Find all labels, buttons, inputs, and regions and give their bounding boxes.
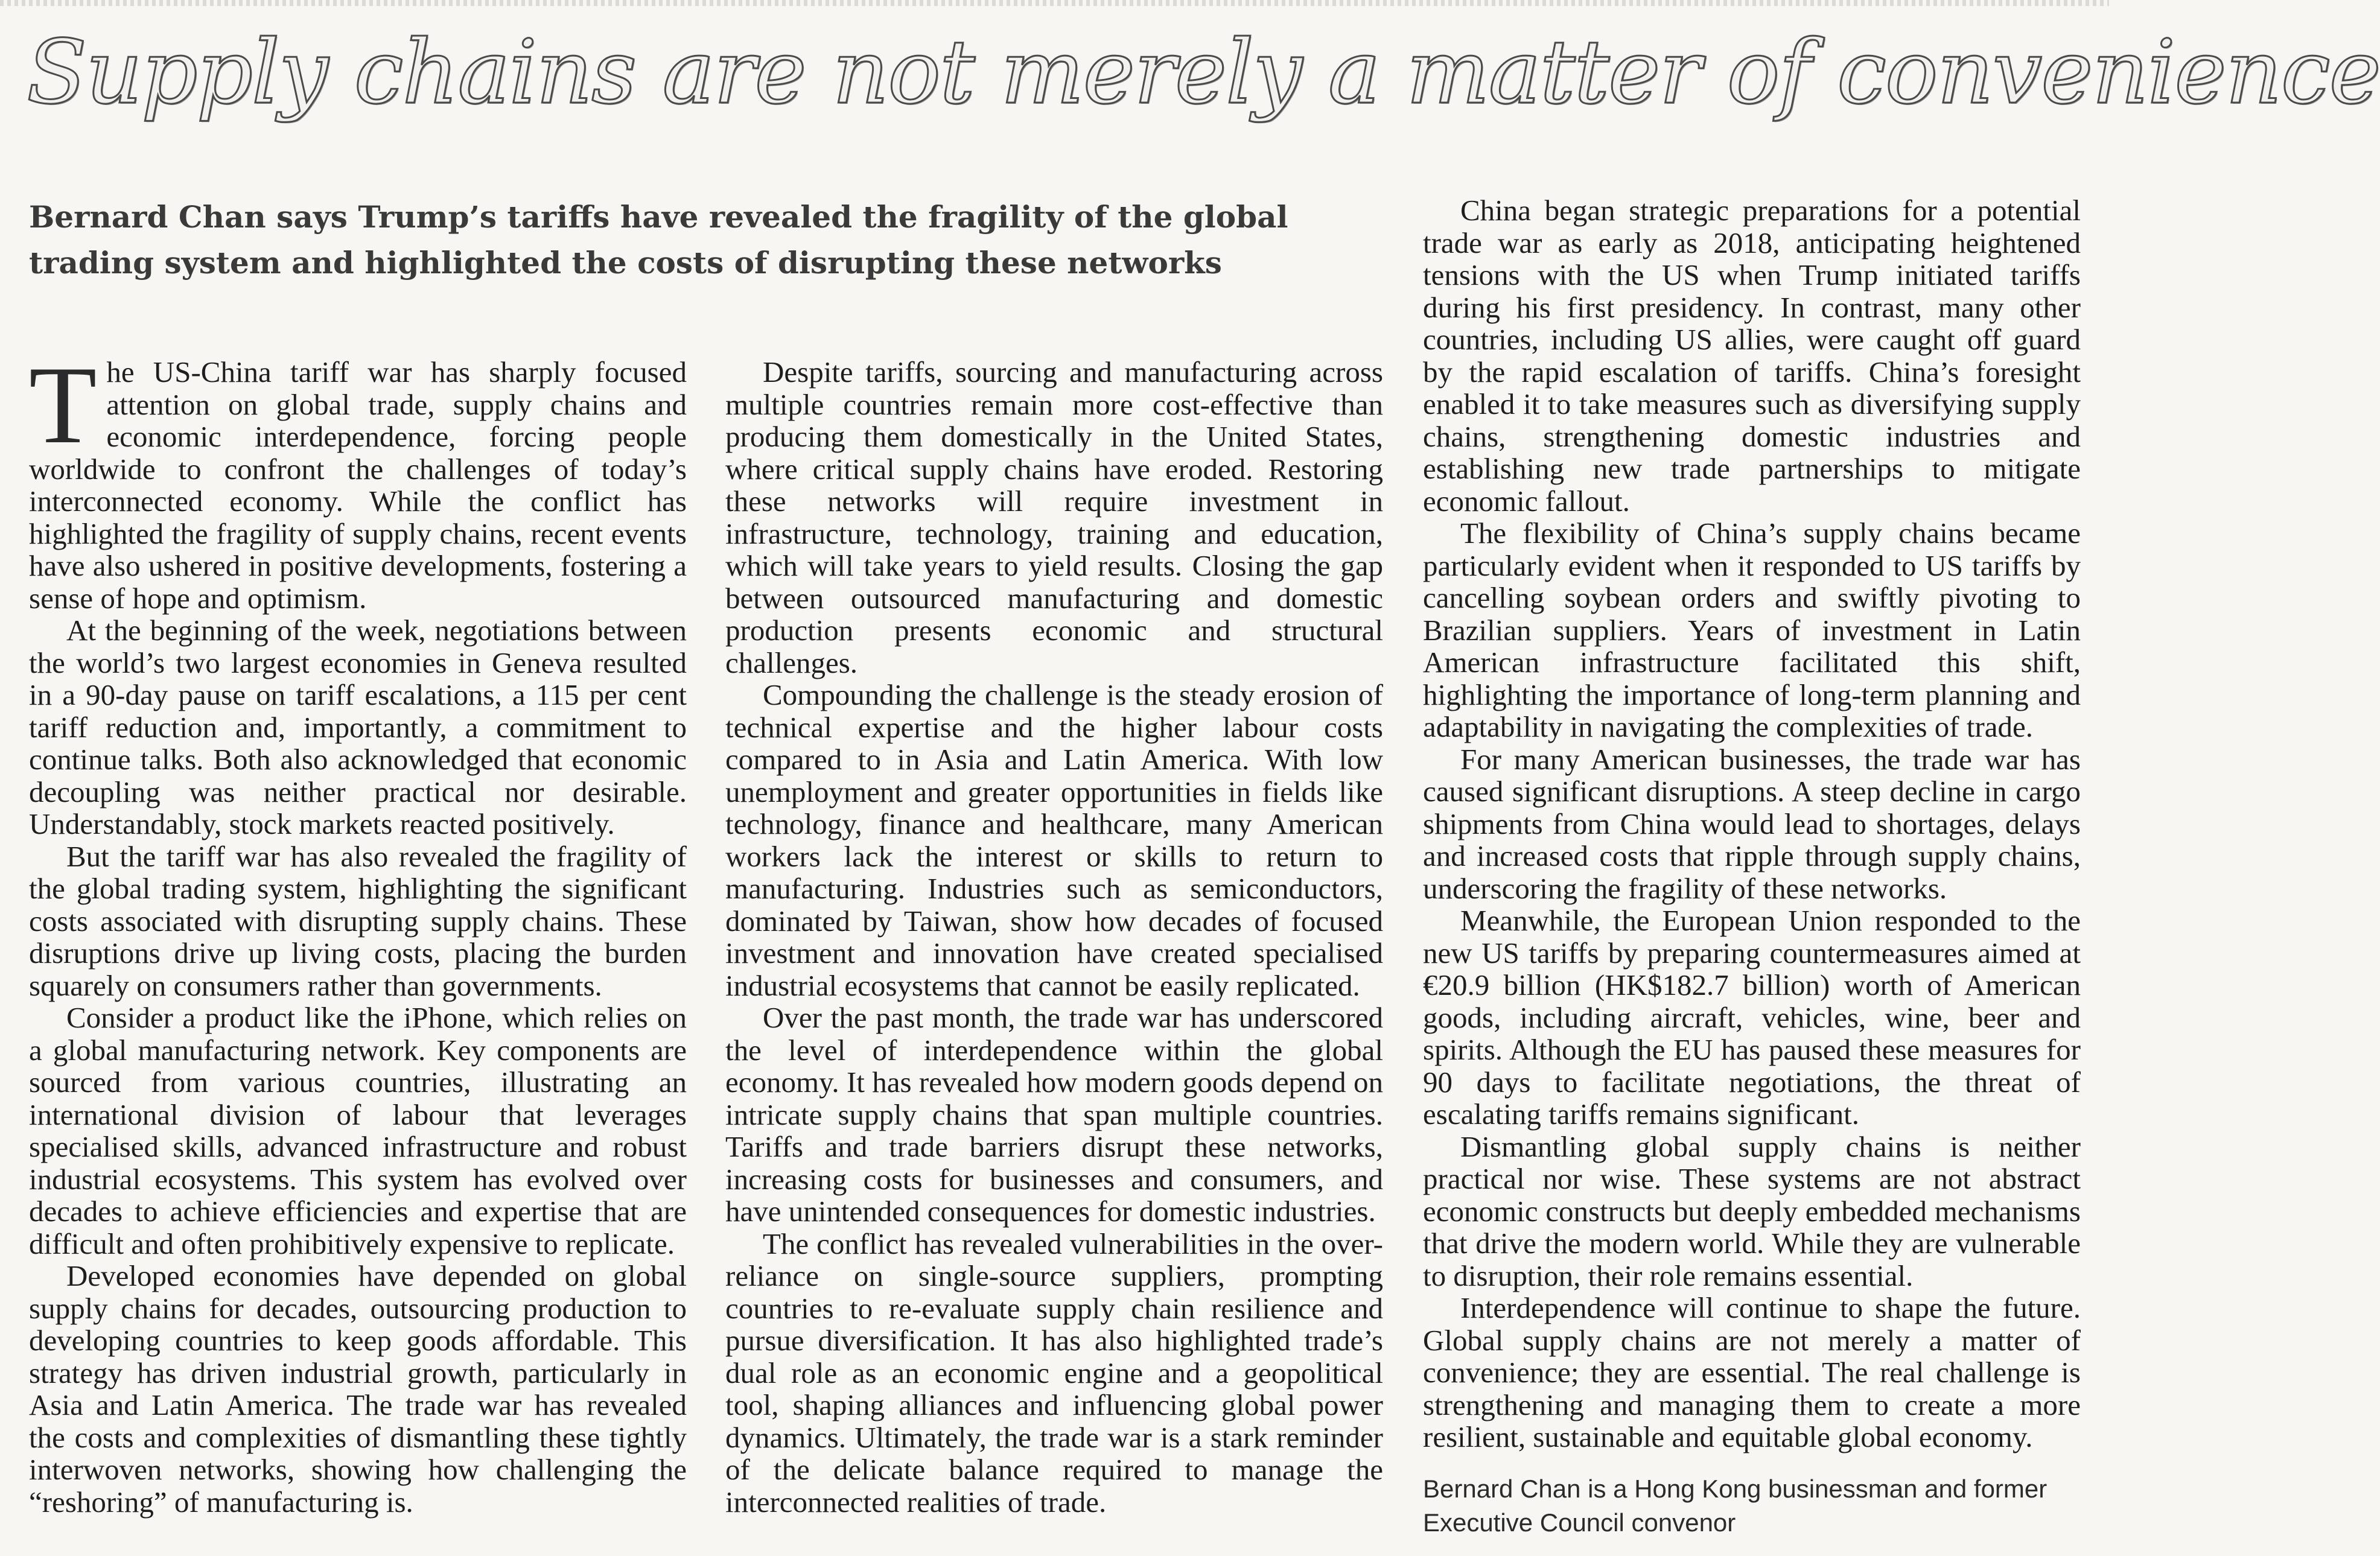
article-column-1: [29, 343, 687, 1519]
paragraph: Consider a product like the iPhone, which relies on a global manufacturing network. Key components are sourced from various countries, illustrating an international division of labour that leverages specialised skills, advanced infrastructure and robust industrial ecosystems. This system has evolved over decades to achieve efficiencies and expertise that are difficult and often prohibitively expensive to replicate.: [29, 1001, 687, 1260]
paragraph: Developed economies have depended on global supply chains for decades, outsourcing production to developing countries to keep goods affordable. This strategy has driven industrial growth, particularly in Asia and Latin America. The trade war has revealed the costs and complexities of dismantling these tightly interwoven networks, showing how challenging the “reshoring” of manufacturing is.: [29, 1259, 687, 1519]
paragraph: At the beginning of the week, negotiations between the world’s two largest economies in Geneva resulted in a 90-day pause on tariff escalations, a 115 per cent tariff reduction and, importantly, a commitment to continue talks. Both also acknowledged that economic decoupling was neither practical nor desirable. Understandably, stock markets reacted positively.: [29, 614, 687, 840]
subheadline: Bernard Chan says Trump’s tariffs have revealed the fragility of the global trading system and highlighted the costs of disrupting these networks: [29, 199, 1288, 281]
author-byline: Bernard Chan is a Hong Kong businessman and former Executive Council convenor: [1423, 1475, 2048, 1537]
drop-cap: T: [29, 343, 97, 466]
paragraph: The conflict has revealed vulnerabilities in the over-reliance on single-source suppliers, prompting countries to re-evaluate supply chain resilience and pursue diversification. It has also highlighted trade’s dual role as an economic engine and a geopolitical tool, shaping alliances and influencing global power dynamics. Ultimately, the trade war is a stark reminder of the delicate balance required to manage the interconnected realities of trade.: [725, 1227, 1383, 1519]
paragraph: Compounding the challenge is the steady erosion of technical expertise and the higher labour costs compared to in Asia and Latin America. With low unemployment and greater opportunities in fields like technology, finance and healthcare, many American workers lack the interest or skills to return to manufacturing. Industries such as semiconductors, dominated by Taiwan, show how decades of focused investment and innovation have created specialised industrial ecosystems that cannot be easily replicated.: [725, 678, 1383, 1002]
lead-text: he US-China tariff war has sharply focused attention on global trade, supply chains and economic interdependence, forcing people worldwide to confront the challenges of today’s interconnected economy. While the conflict has highlighted the fragility of supply chains, recent events have also ushered in positive developments, fostering a sense of hope and optimism.: [29, 355, 687, 615]
top-rule: [0, 0, 2109, 6]
paragraph: But the tariff war has also revealed the fragility of the global trading system, highlighting the significant costs associated with disrupting supply chains. These disruptions drive up living costs, placing the burden squarely on consumers rather than governments.: [29, 839, 687, 1002]
headline: Supply chains are not merely a matter of convenience: [27, 21, 2380, 124]
article-column-2: [725, 356, 1383, 1518]
paragraph: For many American businesses, the trade war has caused significant disruptions. A steep decline in cargo shipments from China would lead to shortages, delays and increased costs that ripple through supply chains, underscoring the fragility of these networks.: [1423, 742, 2081, 905]
paragraph-lead: [29, 343, 687, 615]
article-column-3: [1423, 194, 2081, 1453]
paragraph: China began strategic preparations for a potential trade war as early as 2018, anticipating heightened tensions with the US when Trump initiated tariffs during his first presidency. In contrast, many other countries, including US allies, were caught off guard by the rapid escalation of tariffs. China’s foresight enabled it to take measures such as diversifying supply chains, strengthening domestic industries and establishing new trade partnerships to mitigate economic fallout.: [1423, 194, 2081, 518]
paragraph: The flexibility of China’s supply chains became particularly evident when it responded to US tariffs by cancelling soybean orders and swiftly pivoting to Brazilian suppliers. Years of investment in Latin American infrastructure facilitated this shift, highlighting the importance of long-term planning and adaptability in navigating the complexities of trade.: [1423, 516, 2081, 743]
paragraph: Interdependence will continue to shape the future. Global supply chains are not merely a matter of convenience; they are essential. The real challenge is strengthening and managing them to create a more resilient, sustainable and equitable global economy.: [1423, 1291, 2081, 1453]
paragraph: Despite tariffs, sourcing and manufacturing across multiple countries remain more cost-effective than producing them domestically in the United States, where critical supply chains have eroded. Restoring these networks will require investment in infrastructure, technology, training and education, which will take years to yield results. Closing the gap between outsourced manufacturing and domestic production presents economic and structural challenges.: [725, 355, 1383, 679]
paragraph: Dismantling global supply chains is neither practical nor wise. These systems are not abstract economic constructs but deeply embedded mechanisms that drive the modern world. While they are vulnerable to disruption, their role remains essential.: [1423, 1129, 2081, 1292]
paragraph: Over the past month, the trade war has underscored the level of interdependence within the global economy. It has revealed how modern goods depend on intricate supply chains that span multiple countries. Tariffs and trade barriers disrupt these networks, increasing costs for businesses and consumers, and have unintended consequences for domestic industries.: [725, 1001, 1383, 1228]
paragraph: Meanwhile, the European Union responded to the new US tariffs by preparing countermeasures aimed at €20.9 billion (HK$182.7 billion) worth of American goods, including aircraft, vehicles, wine, beer and spirits. Although the EU has paused these measures for 90 days to facilitate negotiations, the threat of escalating tariffs remains significant.: [1423, 904, 2081, 1131]
